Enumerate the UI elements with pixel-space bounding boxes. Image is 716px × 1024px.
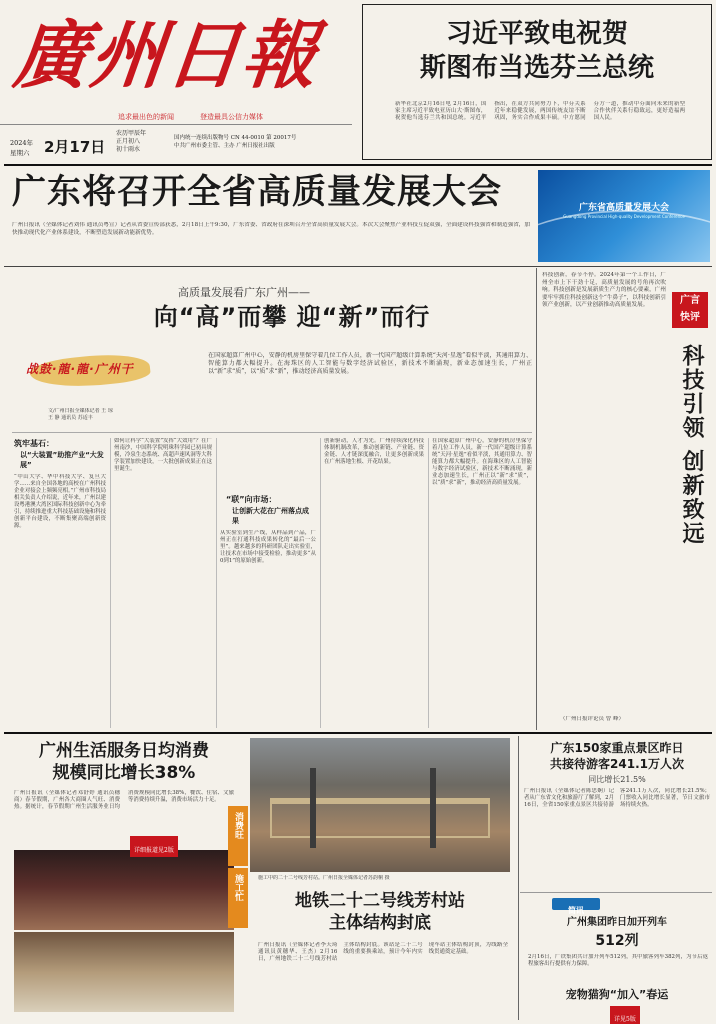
photo-caption: 施工中的二十二号线芳村站。广州日报全媒体记者苏韵桐 摄 xyxy=(258,875,390,881)
masthead-slogan-right: 登造最具公信力媒体 xyxy=(200,113,263,121)
brief-body: 2月16日，广铁集团共计加开列车512列，其中旅客列车382列，为节后返程旅客出行提供有力保障。 xyxy=(528,954,708,967)
consumption-photo-top xyxy=(14,850,234,930)
consumption-photo-bottom xyxy=(14,932,234,1012)
tourism-subtitle: 同比增长21.5% xyxy=(588,775,646,784)
column-rule xyxy=(536,268,537,730)
photo-structure xyxy=(270,798,490,838)
masthead-rule xyxy=(0,124,352,125)
date-year: 2024年 xyxy=(10,139,34,147)
brief-more-link[interactable] xyxy=(610,1006,640,1024)
consumption-more-link[interactable] xyxy=(130,836,178,857)
commentary-headline: 科技引领 创新致远 xyxy=(679,344,704,546)
divider xyxy=(4,266,712,267)
feature-headline: 向“高”而攀 迎“新”而行 xyxy=(153,303,431,331)
masthead xyxy=(0,0,352,162)
brief-tag-text: 简讯 xyxy=(568,906,584,915)
consumption-more-label: 详细报道见2版 xyxy=(134,847,174,854)
photo-structure xyxy=(310,768,316,848)
consumption-body: 广州日报讯（全媒体记者邓舒婷 通讯员穗商）春节假期，广州各大商圈人气旺、消费热。据统计，春节假期广州生活服务业日均消费规模同比增长38%，餐饮、住宿、文旅等消费持续升温，消费市场活力十足。 xyxy=(14,790,234,810)
photo-structure xyxy=(430,768,436,848)
issue-info: 国内统一连续出版物号 CN 44-0010 第 20017号 中共广州市委主管、主办 广州日报社出版 xyxy=(174,135,297,149)
lunar-date: 农历甲辰年 正月初八 初十雨水 xyxy=(116,130,147,153)
column-rule xyxy=(518,736,519,1020)
commentary-source: （广州日报评论员 曾 峰） xyxy=(560,716,624,722)
feature-column-1: “中山大学、华中科技大学、复旦大学……来自全国各地的高校在广州科技企业对接会上频频亮相。”广州市科技局相关负责人介绍说，近年来，广州以建设粤港澳大湾区国际科技创新中心为牵引，持续推进重大科技基础设施和科技创新平台建设，不断集聚高端创新资源。 xyxy=(14,474,106,529)
top-story-headline-2: 斯图布当选芬兰总统 xyxy=(419,53,654,83)
column-rule xyxy=(110,438,111,728)
photo-tag-2-text: 施工忙 xyxy=(233,874,243,901)
column-rule xyxy=(216,438,217,728)
commentary-tag-line-1: 广言 xyxy=(680,295,700,306)
brief-headline-1: 广州集团昨日加开列车 xyxy=(567,917,667,928)
photo-tag-2 xyxy=(228,868,248,928)
commentary-tag xyxy=(672,292,708,328)
commentary-body: 科技创新，春节不停。2024年第一个工作日，广州全市上下干劲十足，高质量发展的号角再次吹响。科技创新是发展新质生产力的核心要素，广州要牢牢抓住科技创新这个“牛鼻子”，以科技创新引领产业创新，以产业创新推动高质量发展。 xyxy=(542,272,666,309)
divider xyxy=(12,432,532,433)
top-story-headline-1: 习近平致电祝贺 xyxy=(445,19,628,49)
feature-column-4: 创新驱动，人才为先。广州持续深化科技体制机制改革，推动创新链、产业链、资金链、人才链深度融合，让更多创新成果在广州落地生根、开花结果。 xyxy=(324,438,424,465)
construction-photo xyxy=(250,738,510,872)
divider xyxy=(520,892,712,893)
conference-banner xyxy=(538,170,710,262)
top-story-body: 新华社北京2月16日电 2月16日，国家主席习近平致电亚历山大·斯图布，祝贺他当选芬兰共和国总统。习近平指出，在双方共同努力下，中芬关系近年来稳健发展，两国传统友谊不断巩固，务实合作成果丰硕。中方愿同芬方一道，推动中芬面向未来的新型合作伙伴关系行稳致远，更好造福两国人民。 xyxy=(395,101,685,121)
feature-column-2: 如何让科学“大装置”发挥“大效用”？在广州南沙，中国科学院明珠科学园已初具规模，冷泉生态系统、高超声速风洞等大科学装置加快建设，一大批创新成果正在这里诞生。 xyxy=(114,438,212,472)
column-rule xyxy=(320,438,321,728)
divider xyxy=(4,164,712,166)
metro-body: 广州日报讯（全媒体记者李天琦 通讯员黄穗华、王杰）2月16日，广州地铁二十二号线芳村站主体结构封底。该站是二十二号线的重要换乘站，预计今年内实现车站主体结构封顶，为线路全线贯通奠定基础。 xyxy=(258,942,508,962)
banner-subtitle: Guangdong Provincial High-quality Development Conference xyxy=(563,214,685,219)
feature-byline: 文/广州日报全媒体记者 王 琼 王 静 通讯员 苏适丰 xyxy=(48,408,113,421)
emblem-text: 战鼓·龍·龍·广州干 xyxy=(26,362,134,376)
tourism-body: 广州日报讯（全媒体记者陈思娴）记者从广东省文化和旅游厅了解到，2月16日，全省150家重点景区共接待游客241.1万人次，同比增长21.5%；门票收入同比增长显著，节日文旅市场持续火热。 xyxy=(524,788,710,808)
metro-headline-1: 地铁二十二号线芳村站 xyxy=(295,891,465,911)
divider xyxy=(4,732,712,734)
date-main: 2月17日 xyxy=(44,138,106,156)
brief-headline-2: 512列 xyxy=(595,933,639,949)
lead-story-headline: 广东将召开全省高质量发展大会 xyxy=(12,172,502,212)
consumption-headline-2: 规模同比增长38% xyxy=(52,763,196,783)
commentary-tag-line-2: 快评 xyxy=(680,312,700,323)
feature-intro: 在国家超算广州中心，安静的机房里保守着几位工作人员，新一代国产超级计算系统“天河·星逸”看似平淡，其通用算力、智能算力都大幅提升。在海珠区的人工智能与数字经济试验区，新技术不断涌现，新业态加速生长，广州正以“新”求“质”，以“质”求“新”，推动经济高质量发展。 xyxy=(208,352,532,375)
feature-column-3: 从实验室到生产线，从样品到产品，广州正在打通科技成果转化的“最后一公里”。越来越多的科研团队走出实验室，让技术在市场中接受检验，推动更多“从0到1”的原始创新。 xyxy=(220,530,316,564)
column-rule xyxy=(428,438,429,728)
brief-more-label: 详见5版 xyxy=(614,1016,636,1023)
tourism-headline-1: 广东150家重点景区昨日 xyxy=(550,741,684,755)
masthead-logo: 廣州日報 xyxy=(9,13,323,99)
emblem xyxy=(22,344,192,404)
section-subtitle: 以“大装置”助推产业“大发展” xyxy=(20,451,104,469)
brief-tag xyxy=(552,898,600,915)
feature-column-5: 在国家超算广州中心，安静的机房里保守着几位工作人员，新一代国产超级计算系统“天河·星逸”看似平淡，其通用算力、智能算力都大幅提升。在海珠区的人工智能与数字经济试验区，新技术不断涌现，新业态加速生长，广州正以“新”求“质”，以“质”求“新”，推动经济高质量发展。 xyxy=(432,438,532,486)
consumption-headline-1: 广州生活服务日均消费 xyxy=(39,741,209,761)
section-title: 筑牢基石： xyxy=(14,439,54,448)
mid-section-subtitle: 让创新大花在广州落点成果 xyxy=(232,507,309,525)
photo-tag-1 xyxy=(228,806,248,866)
feature-kicker: 高质量发展看广东广州—— xyxy=(178,286,310,299)
lead-story-body: 广州日报讯（全媒体记者刘伟 通讯员粤宣）记者从省委宣传部获悉，2月18日上午9:30，广东省委、省政府在深圳召开全省高质量发展大会。本次大会聚焦产业科技互促双强，全面建设科技强省和制造强省，加快推动现代化产业体系建设，不断塑造发展新动能新优势。 xyxy=(12,222,530,236)
banner-title: 广东省高质量发展大会 xyxy=(578,203,669,213)
masthead-slogan-left: 追求最出色的新闻 xyxy=(118,113,174,121)
tourism-headline-2: 共接待游客241.1万人次 xyxy=(550,757,684,771)
top-story xyxy=(362,4,712,160)
brief-headline-3: 宠物猫狗“加入”春运 xyxy=(565,988,669,1001)
mid-section-title: “联”向市场： xyxy=(226,495,277,504)
metro-headline-2: 主体结构封底 xyxy=(329,913,431,933)
photo-tag-1-text: 消费旺 xyxy=(233,812,243,839)
weekday: 星期六 xyxy=(10,149,30,157)
